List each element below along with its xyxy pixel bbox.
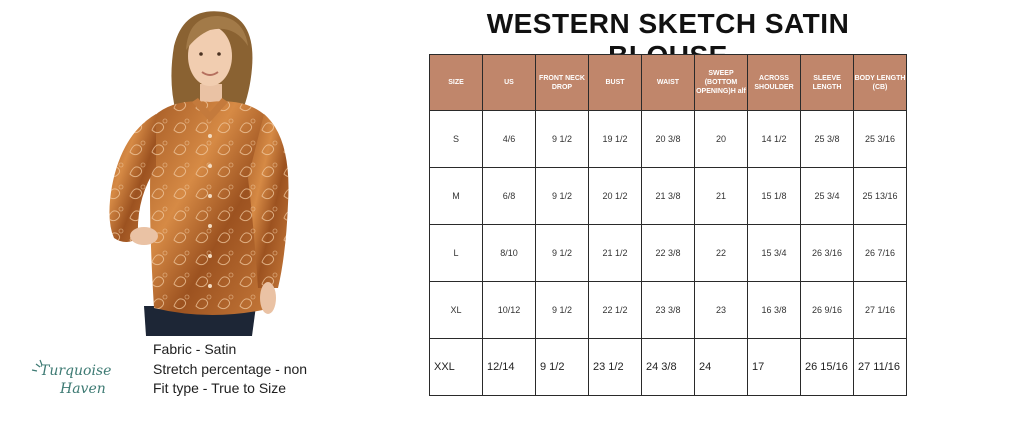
table-cell: 6/8	[483, 168, 536, 225]
fit-spec: Fit type - True to Size	[153, 380, 287, 396]
table-cell: 16 3/8	[748, 282, 801, 339]
header-sleeve-length: SLEEVE LENGTH	[801, 55, 854, 111]
table-row	[430, 225, 907, 282]
table-cell: 20 3/8	[642, 111, 695, 168]
table-row	[430, 111, 907, 168]
header-bust: BUST	[589, 55, 642, 111]
page-title: WESTERN SKETCH SATIN	[486, 8, 850, 39]
table-cell: 9 1/2	[536, 225, 589, 282]
table-cell: 9 1/2	[536, 111, 589, 168]
table-cell: 9 1/2	[536, 168, 589, 225]
table-cell: 21 3/8	[642, 168, 695, 225]
table-cell: XXL	[430, 339, 483, 396]
table-cell: M	[430, 168, 483, 225]
table-cell: 24	[695, 339, 748, 396]
brand-logo	[30, 356, 114, 400]
table-cell: 26 3/16	[801, 225, 854, 282]
table-cell: 22	[695, 225, 748, 282]
table-cell: 26 15/16	[801, 339, 854, 396]
table-cell: 26 7/16	[854, 225, 907, 282]
table-cell: L	[430, 225, 483, 282]
table-cell: 14 1/2	[748, 111, 801, 168]
logo-line-1: Turquoise	[40, 363, 112, 379]
logo-line-2: Haven	[60, 381, 106, 397]
table-cell: 27 1/16	[854, 282, 907, 339]
table-cell: 20	[695, 111, 748, 168]
model-photo-icon	[82, 6, 296, 336]
table-cell: 27 11/16	[854, 339, 907, 396]
table-cell: 12/14	[483, 339, 536, 396]
table-cell: 4/6	[483, 111, 536, 168]
table-cell: 23	[695, 282, 748, 339]
table-cell: 8/10	[483, 225, 536, 282]
table-cell: 25 13/16	[854, 168, 907, 225]
header-across-shoulder: ACROSS SHOULDER	[748, 55, 801, 111]
size-chart-table	[429, 54, 907, 396]
table-cell: 23 1/2	[589, 339, 642, 396]
header-waist: WAIST	[642, 55, 695, 111]
table-cell: 23 3/8	[642, 282, 695, 339]
table-cell: 25 3/4	[801, 168, 854, 225]
header-front-neck-drop: FRONT NECK DROP	[536, 55, 589, 111]
table-cell: 15 1/8	[748, 168, 801, 225]
table-cell: 26 9/16	[801, 282, 854, 339]
fabric-spec: Fabric - Satin	[153, 341, 237, 357]
table-row	[430, 168, 907, 225]
table-cell: 25 3/8	[801, 111, 854, 168]
table-cell: 9 1/2	[536, 282, 589, 339]
table-cell: 9 1/2	[536, 339, 589, 396]
product-specs	[153, 340, 307, 399]
table-cell: 10/12	[483, 282, 536, 339]
table-cell: 21 1/2	[589, 225, 642, 282]
table-cell: 15 3/4	[748, 225, 801, 282]
table-cell: 22 1/2	[589, 282, 642, 339]
header-body-length: BODY LENGTH (CB)	[854, 55, 907, 111]
table-cell: 19 1/2	[589, 111, 642, 168]
table-header-row	[430, 55, 907, 111]
stretch-spec: Stretch percentage - non	[153, 360, 308, 377]
table-cell: 17	[748, 339, 801, 396]
table-cell: S	[430, 111, 483, 168]
table-cell: 24 3/8	[642, 339, 695, 396]
table-row	[430, 339, 907, 396]
model-photo	[82, 6, 296, 336]
table-cell: 20 1/2	[589, 168, 642, 225]
table-row	[430, 282, 907, 339]
table-cell: 22 3/8	[642, 225, 695, 282]
header-sweep: SWEEP (BOTTOM OPENING)H alf	[695, 55, 748, 111]
table-cell: XL	[430, 282, 483, 339]
table-cell: 25 3/16	[854, 111, 907, 168]
header-size: SIZE	[430, 55, 483, 111]
table-cell: 21	[695, 168, 748, 225]
header-us: US	[483, 55, 536, 111]
